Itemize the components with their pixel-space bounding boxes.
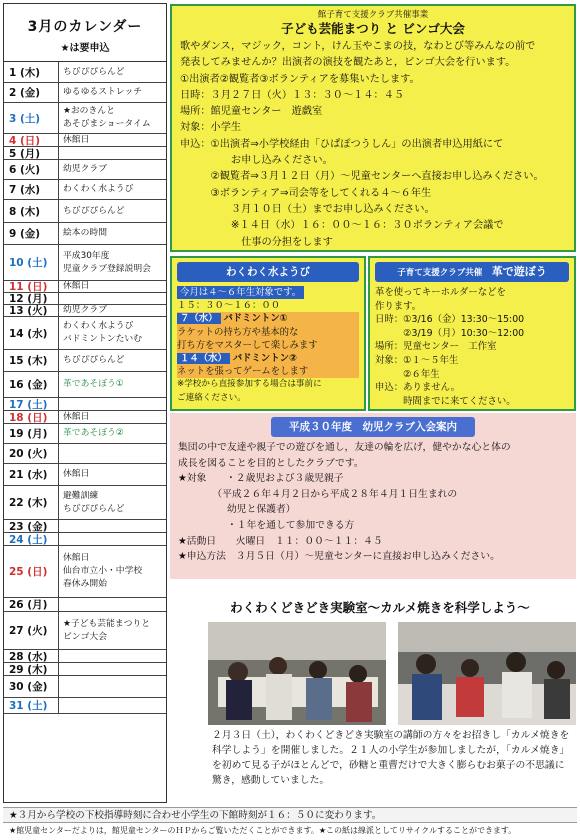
calendar-event: わくわく水ようび	[63, 184, 134, 194]
calendar-date: 8 (木)	[4, 200, 59, 222]
festival-line: 申込：①出演者⇒小学校経由「ひぱぽつうしん」の出演者申込用紙にて	[180, 138, 504, 150]
wakuwaku-date1: ７（水）	[177, 313, 221, 324]
wakuwaku-highlight: 今月は４～６年生対象です。	[177, 286, 304, 299]
leather-banner-pre: 子育て支援クラブ共催	[397, 268, 483, 278]
wakuwaku-note1: ※学校から直接参加する場合は事前に	[177, 379, 322, 390]
calendar-date: 25 (日)	[4, 546, 59, 597]
experiment-line: ２月３日（土），わくわくどきどき実験室の講師の方々をお招きし「カルメ焼きを	[212, 730, 570, 741]
calendar-row	[4, 103, 166, 134]
calendar-event: わくわく水ようび	[63, 321, 134, 331]
calendar-date: 10 (土)	[4, 245, 59, 280]
experiment-report	[212, 728, 576, 788]
wakuwaku-event2: バドミントン②	[232, 353, 297, 365]
calendar-date: 13 (火)	[4, 305, 59, 316]
leather-body	[375, 286, 569, 408]
leather-title: 革で遊ぼう	[491, 265, 547, 278]
leather-line: 申込：ありません。	[375, 382, 460, 394]
calendar-events	[59, 83, 166, 102]
leather-line: 時間までに来てください。	[375, 395, 516, 407]
calendar-events	[59, 663, 166, 675]
calendar-date: 14 (水)	[4, 317, 59, 349]
festival-organizer: 館子育て支援クラブ共催事業	[317, 10, 429, 20]
calendar-row	[4, 444, 166, 464]
calendar-events	[59, 676, 166, 697]
calendar-row	[4, 612, 166, 650]
calendar-event: 休館日	[63, 469, 90, 479]
leather-line: 場所：児童センター 工作室	[375, 341, 497, 353]
calendar-events	[59, 245, 166, 280]
calendar-events	[59, 103, 166, 133]
calendar	[3, 3, 167, 803]
youth-club-line: ・１年を通して参加できる方	[178, 519, 355, 531]
youth-club-body	[178, 440, 568, 565]
calendar-date: 28 (水)	[4, 650, 59, 662]
calendar-date: 6 (火)	[4, 160, 59, 179]
calendar-events	[59, 147, 166, 159]
festival-line: ３月１０日（土）までお申し込みください。	[180, 203, 435, 215]
experiment-line: 驚き，感動していました。	[212, 775, 330, 786]
experiment-photo-2	[398, 622, 576, 725]
calendar-events	[59, 281, 166, 292]
festival-line: 仕事の分担をします	[180, 236, 333, 248]
calendar-events	[59, 134, 166, 146]
festival-line: ②観覧者⇒３月１２日（月）～児童センターへ直接お申し込みください。	[180, 171, 544, 183]
calendar-date: 16 (金)	[4, 372, 59, 397]
youth-club-line: （平成２６年４月２日から平成２８年４月１日生まれの	[178, 488, 458, 500]
calendar-row	[4, 464, 166, 486]
calendar-events	[59, 305, 166, 316]
leather-line: 日時：①3/16（金）13:30～15:00	[375, 314, 525, 326]
calendar-date: 24 (土)	[4, 533, 59, 545]
calendar-event: 休館日	[63, 281, 90, 291]
calendar-event: 避難訓練	[63, 490, 99, 501]
calendar-event: 絵本の時間	[63, 228, 107, 238]
wakuwaku-event1-desc1: ラケットの持ち方や基本的な	[177, 326, 359, 339]
calendar-row	[4, 676, 166, 698]
calendar-date: 21 (水)	[4, 464, 59, 485]
calendar-event: ちびぴぴらんど	[63, 205, 125, 216]
calendar-row	[4, 663, 166, 676]
calendar-events	[59, 372, 166, 397]
calendar-row	[4, 147, 166, 160]
calendar-date: 4 (日)	[4, 134, 59, 146]
calendar-row	[4, 598, 166, 612]
calendar-date: 31 (土)	[4, 698, 59, 713]
calendar-event: 幼児クラブ	[63, 305, 107, 315]
calendar-date: 20 (火)	[4, 444, 59, 463]
calendar-row	[4, 223, 166, 245]
calendar-events	[59, 223, 166, 244]
calendar-row	[4, 83, 166, 103]
calendar-events	[59, 62, 166, 82]
calendar-date: 12 (月)	[4, 293, 59, 304]
calendar-row	[4, 372, 166, 398]
calendar-row	[4, 62, 166, 83]
calendar-date: 23 (金)	[4, 520, 59, 532]
experiment-line: を初めて見る子がほとんどで，砂糖と重曹だけで大きく膨らむお菓子の不思議に	[212, 760, 565, 771]
calendar-date: 22 (木)	[4, 486, 59, 519]
leather-line: 作ります。	[375, 300, 422, 312]
leather-banner	[375, 262, 569, 282]
footer-announcement: ★３月から学校の下校指導時刻に合わせ小学生の下館時刻が１６：５０に変わります。	[3, 807, 577, 823]
calendar-row	[4, 350, 166, 372]
calendar-event: あそびまショータイム	[63, 119, 151, 129]
calendar-body	[4, 62, 166, 714]
festival-line: 歌やダンス，マジック，コント，けん玉やこまの技，なわとび等みんなの前で	[180, 41, 536, 52]
calendar-row	[4, 180, 166, 200]
calendar-date: 7 (水)	[4, 180, 59, 199]
calendar-event: ★子ども芸能まつりと	[63, 618, 151, 629]
calendar-date: 30 (金)	[4, 676, 59, 697]
calendar-event: ちびぴぴらんど	[63, 355, 125, 365]
calendar-events	[59, 650, 166, 662]
calendar-events	[59, 350, 166, 371]
calendar-event: 休館日	[63, 134, 90, 145]
footer-note: ★館児童センターだよりは，館児童センターのＨＰからご覧いただくことができます。★この紙は線派としてリサイクルすることができます。	[9, 826, 517, 835]
calendar-date: 15 (木)	[4, 350, 59, 371]
festival-body	[180, 39, 566, 251]
festival-line: ③ボランティア⇒司会等をしてくれる４～６年生	[180, 187, 432, 199]
calendar-events	[59, 200, 166, 222]
calendar-events	[59, 293, 166, 304]
calendar-row	[4, 305, 166, 317]
calendar-date: 17 (土)	[4, 398, 59, 410]
calendar-event: 幼児クラブ	[63, 164, 107, 174]
youth-club-line: ★申込方法 ３月５日（月）～児童センターに直接お申し込みください。	[178, 551, 500, 563]
calendar-event: 仙台市立小・中学校	[63, 566, 143, 576]
leather-panel	[368, 256, 576, 411]
calendar-date: 5 (月)	[4, 147, 59, 159]
calendar-events	[59, 160, 166, 179]
calendar-row	[4, 424, 166, 444]
youth-club-panel	[170, 413, 576, 579]
youth-club-line: 集団の中で友達や親子での遊びを通し，友達の輪を広げ，健やかな心と体の	[178, 442, 511, 453]
youth-club-line: 幼児と保護者）	[178, 504, 296, 516]
calendar-event: ちびぴぴらんど	[63, 503, 125, 514]
calendar-row	[4, 411, 166, 424]
calendar-event: 平成30年度	[63, 250, 110, 261]
calendar-events	[59, 533, 166, 545]
calendar-row	[4, 546, 166, 598]
calendar-date: 19 (月)	[4, 424, 59, 443]
calendar-event: ちびぴぴらんど	[63, 66, 125, 77]
calendar-row	[4, 200, 166, 223]
festival-title: 子ども芸能まつり と ビンゴ大会	[281, 21, 465, 36]
youth-club-line: 成長を図ることを目的としたクラブです。	[178, 457, 364, 469]
festival-line: ①出演者②観覧者③ボランティアを募集いたします。	[180, 73, 420, 85]
calendar-events	[59, 424, 166, 443]
wakuwaku-title: わくわく水ようび	[177, 262, 359, 282]
calendar-events	[59, 444, 166, 463]
experiment-line: 科学しよう」を開催しました。２１人の小学生が参加しましたが，「カルメ焼き」	[212, 745, 570, 756]
calendar-event: 革であそぼう①	[63, 379, 124, 389]
wakuwaku-date2: １４（水）	[177, 353, 230, 364]
calendar-event: バドミントンたいむ	[63, 334, 142, 344]
calendar-events	[59, 486, 166, 519]
calendar-date: 26 (月)	[4, 598, 59, 611]
calendar-note: ★は要申込	[60, 43, 110, 54]
festival-line: お申し込みください。	[180, 155, 333, 167]
calendar-events	[59, 698, 166, 713]
calendar-date: 18 (日)	[4, 411, 59, 423]
calendar-events	[59, 317, 166, 349]
wakuwaku-event1: バドミントン①	[223, 313, 288, 325]
calendar-date: 2 (金)	[4, 83, 59, 102]
festival-line: 日時：３月２７日（火）１３：３０～１４：４５	[180, 89, 405, 101]
calendar-row	[4, 486, 166, 520]
calendar-row	[4, 698, 166, 714]
calendar-event: 児童クラブ登録説明会	[63, 263, 151, 274]
calendar-title: 3月のカレンダー	[27, 19, 143, 35]
wakuwaku-panel	[170, 256, 366, 411]
leather-line: ②６年生	[375, 368, 440, 380]
calendar-row	[4, 317, 166, 350]
calendar-event: 革であそぼう②	[63, 428, 124, 438]
calendar-row	[4, 533, 166, 546]
youth-club-line: ★活動日 火曜日 １１：００～１１：４５	[178, 535, 383, 547]
calendar-date: 29 (木)	[4, 663, 59, 675]
festival-line: ※１４日（水）１６：００～１６：３０ボランティア会議で	[180, 220, 504, 232]
festival-panel	[170, 4, 576, 252]
wakuwaku-note2: ご連絡ください。	[177, 392, 246, 403]
calendar-date: 11 (日)	[4, 281, 59, 292]
calendar-event: ビンゴ大会	[63, 631, 107, 642]
calendar-events	[59, 598, 166, 611]
calendar-events	[59, 411, 166, 423]
calendar-event: 春休み開始	[63, 579, 107, 589]
calendar-events	[59, 520, 166, 532]
calendar-row	[4, 245, 166, 281]
leather-line: 革を使ってキーホルダーなどを	[375, 287, 506, 298]
calendar-events	[59, 464, 166, 485]
calendar-events	[59, 398, 166, 410]
calendar-date: 27 (火)	[4, 612, 59, 649]
wakuwaku-time: １５：３０～１６：００	[177, 300, 281, 312]
calendar-event: 休館日	[63, 411, 90, 422]
calendar-date: 3 (土)	[4, 103, 59, 133]
youth-club-title: 平成３０年度 幼児クラブ入会案内	[271, 417, 475, 437]
leather-line: ②3/19（月）10:30～12:00	[375, 327, 525, 339]
calendar-events	[59, 546, 166, 597]
calendar-events	[59, 180, 166, 199]
calendar-event: 休館日	[63, 553, 90, 563]
experiment-title: わくわくどきどき実験室～カルメ焼きを科学しよう～	[230, 600, 530, 615]
wakuwaku-event1-desc2: 打ち方をマスターして楽しみます	[177, 339, 359, 352]
festival-line: 場所：館児童センター 遊戯室	[180, 106, 323, 118]
calendar-events	[59, 612, 166, 649]
experiment-photo-1	[208, 622, 386, 725]
calendar-date: 1 (木)	[4, 62, 59, 82]
calendar-row	[4, 160, 166, 180]
calendar-event: ★おのきんと	[63, 106, 115, 116]
wakuwaku-event2-desc: ネットを張ってゲームをします	[177, 365, 359, 378]
youth-club-line: ★対象 ・２歳児および３歳児親子	[178, 473, 344, 485]
leather-line: 対象：①１～５年生	[375, 354, 459, 366]
calendar-header	[4, 4, 166, 62]
festival-line: 対象：小学生	[180, 122, 242, 134]
calendar-event: ゆるゆるストレッチ	[63, 87, 143, 97]
festival-line: 発表してみませんか？出演者の演技を観たあと，ビンゴ大会を行います。	[180, 57, 516, 69]
calendar-date: 9 (金)	[4, 223, 59, 244]
